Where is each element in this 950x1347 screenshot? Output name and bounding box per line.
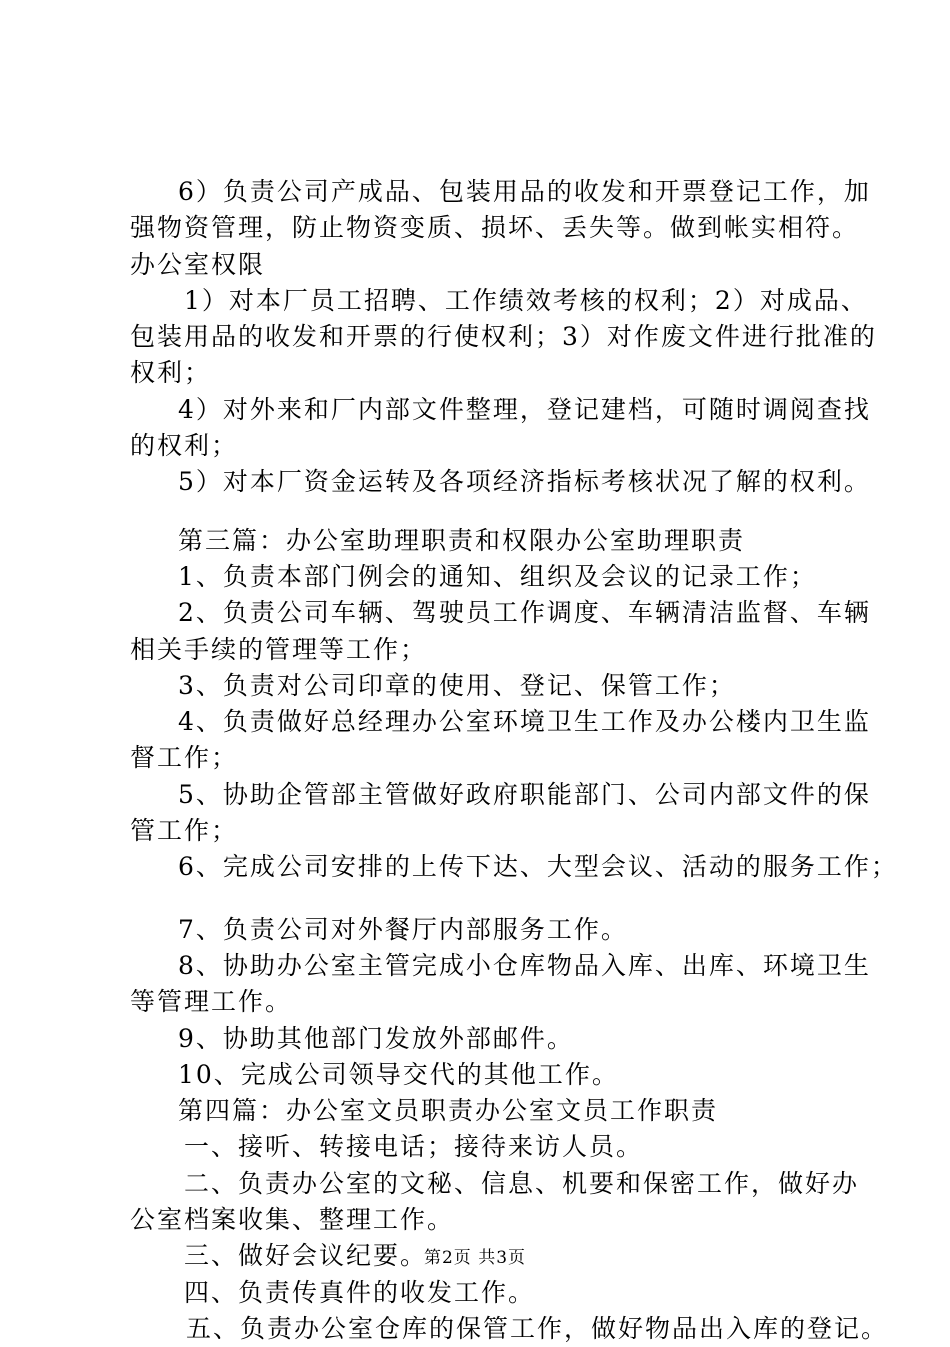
text-line: 5、协助企管部主管做好政府职能部门、公司内部文件的保	[178, 779, 871, 809]
text-line: 3、负责对公司印章的使用、登记、保管工作；	[178, 670, 736, 700]
text-line: 三、做好会议纪要。	[184, 1241, 428, 1271]
section-heading: 第四篇：办公室文员职责办公室文员工作职责	[178, 1096, 719, 1126]
text-line: 1）对本厂员工招聘、工作绩效考核的权利；2）对成品、	[184, 285, 868, 315]
text-line: 10、完成公司领导交代的其他工作。	[178, 1059, 619, 1089]
section-heading: 第三篇：办公室助理职责和权限办公室助理职责	[178, 525, 746, 555]
text-line: 强物资管理，防止物资变质、损坏、丢失等。做到帐实相符。	[130, 213, 860, 243]
text-line: 9、协助其他部门发放外部邮件。	[178, 1023, 574, 1053]
text-line: 2、负责公司车辆、驾驶员工作调度、车辆清洁监督、车辆	[178, 598, 871, 628]
text-line: 一、接听、转接电话；接待来访人员。	[184, 1132, 644, 1162]
text-line: 管工作；	[130, 816, 239, 846]
text-line: 二、负责办公室的文秘、信息、机要和保密工作，做好办	[184, 1168, 860, 1198]
text-line: 等管理工作。	[130, 987, 293, 1017]
text-line: 7、负责公司对外餐厅内部服务工作。	[178, 914, 628, 944]
text-line: 公室档案收集、整理工作。	[130, 1205, 455, 1235]
text-line: 包装用品的收发和开票的行使权利；3）对作废文件进行批准的	[130, 322, 877, 352]
text-line: 1、负责本部门例会的通知、组织及会议的记录工作；	[178, 561, 817, 591]
text-line: 4）对外来和厂内部文件整理，登记建档，可随时调阅查找	[178, 394, 871, 424]
text-line: 6）负责公司产成品、包装用品的收发和开票登记工作，加	[178, 177, 871, 206]
text-line: 督工作；	[130, 743, 239, 773]
text-line: 五、负责办公室仓库的保管工作，做好物品出入库的登记。	[186, 1313, 889, 1343]
text-line: 5）对本厂资金运转及各项经济指标考核状况了解的权利。	[178, 467, 871, 497]
text-line: 权利；	[130, 358, 212, 388]
text-line: 的权利；	[130, 431, 239, 461]
section-heading: 办公室权限	[130, 249, 266, 279]
page-number: 第2页 共3页	[423, 1248, 527, 1268]
spacer	[130, 886, 850, 912]
text-line: 6、完成公司安排的上传下达、大型会议、活动的服务工作；	[178, 852, 898, 882]
document-body	[130, 174, 898, 1347]
text-line: 四、负责传真件的收发工作。	[184, 1277, 536, 1307]
text-line: 相关手续的管理等工作；	[130, 634, 428, 664]
text-line: 8、协助办公室主管完成小仓库物品入库、出库、环境卫生	[178, 950, 871, 980]
text-line: 4、负责做好总经理办公室环境卫生工作及办公楼内卫生监	[178, 707, 871, 737]
spacer	[130, 501, 850, 523]
